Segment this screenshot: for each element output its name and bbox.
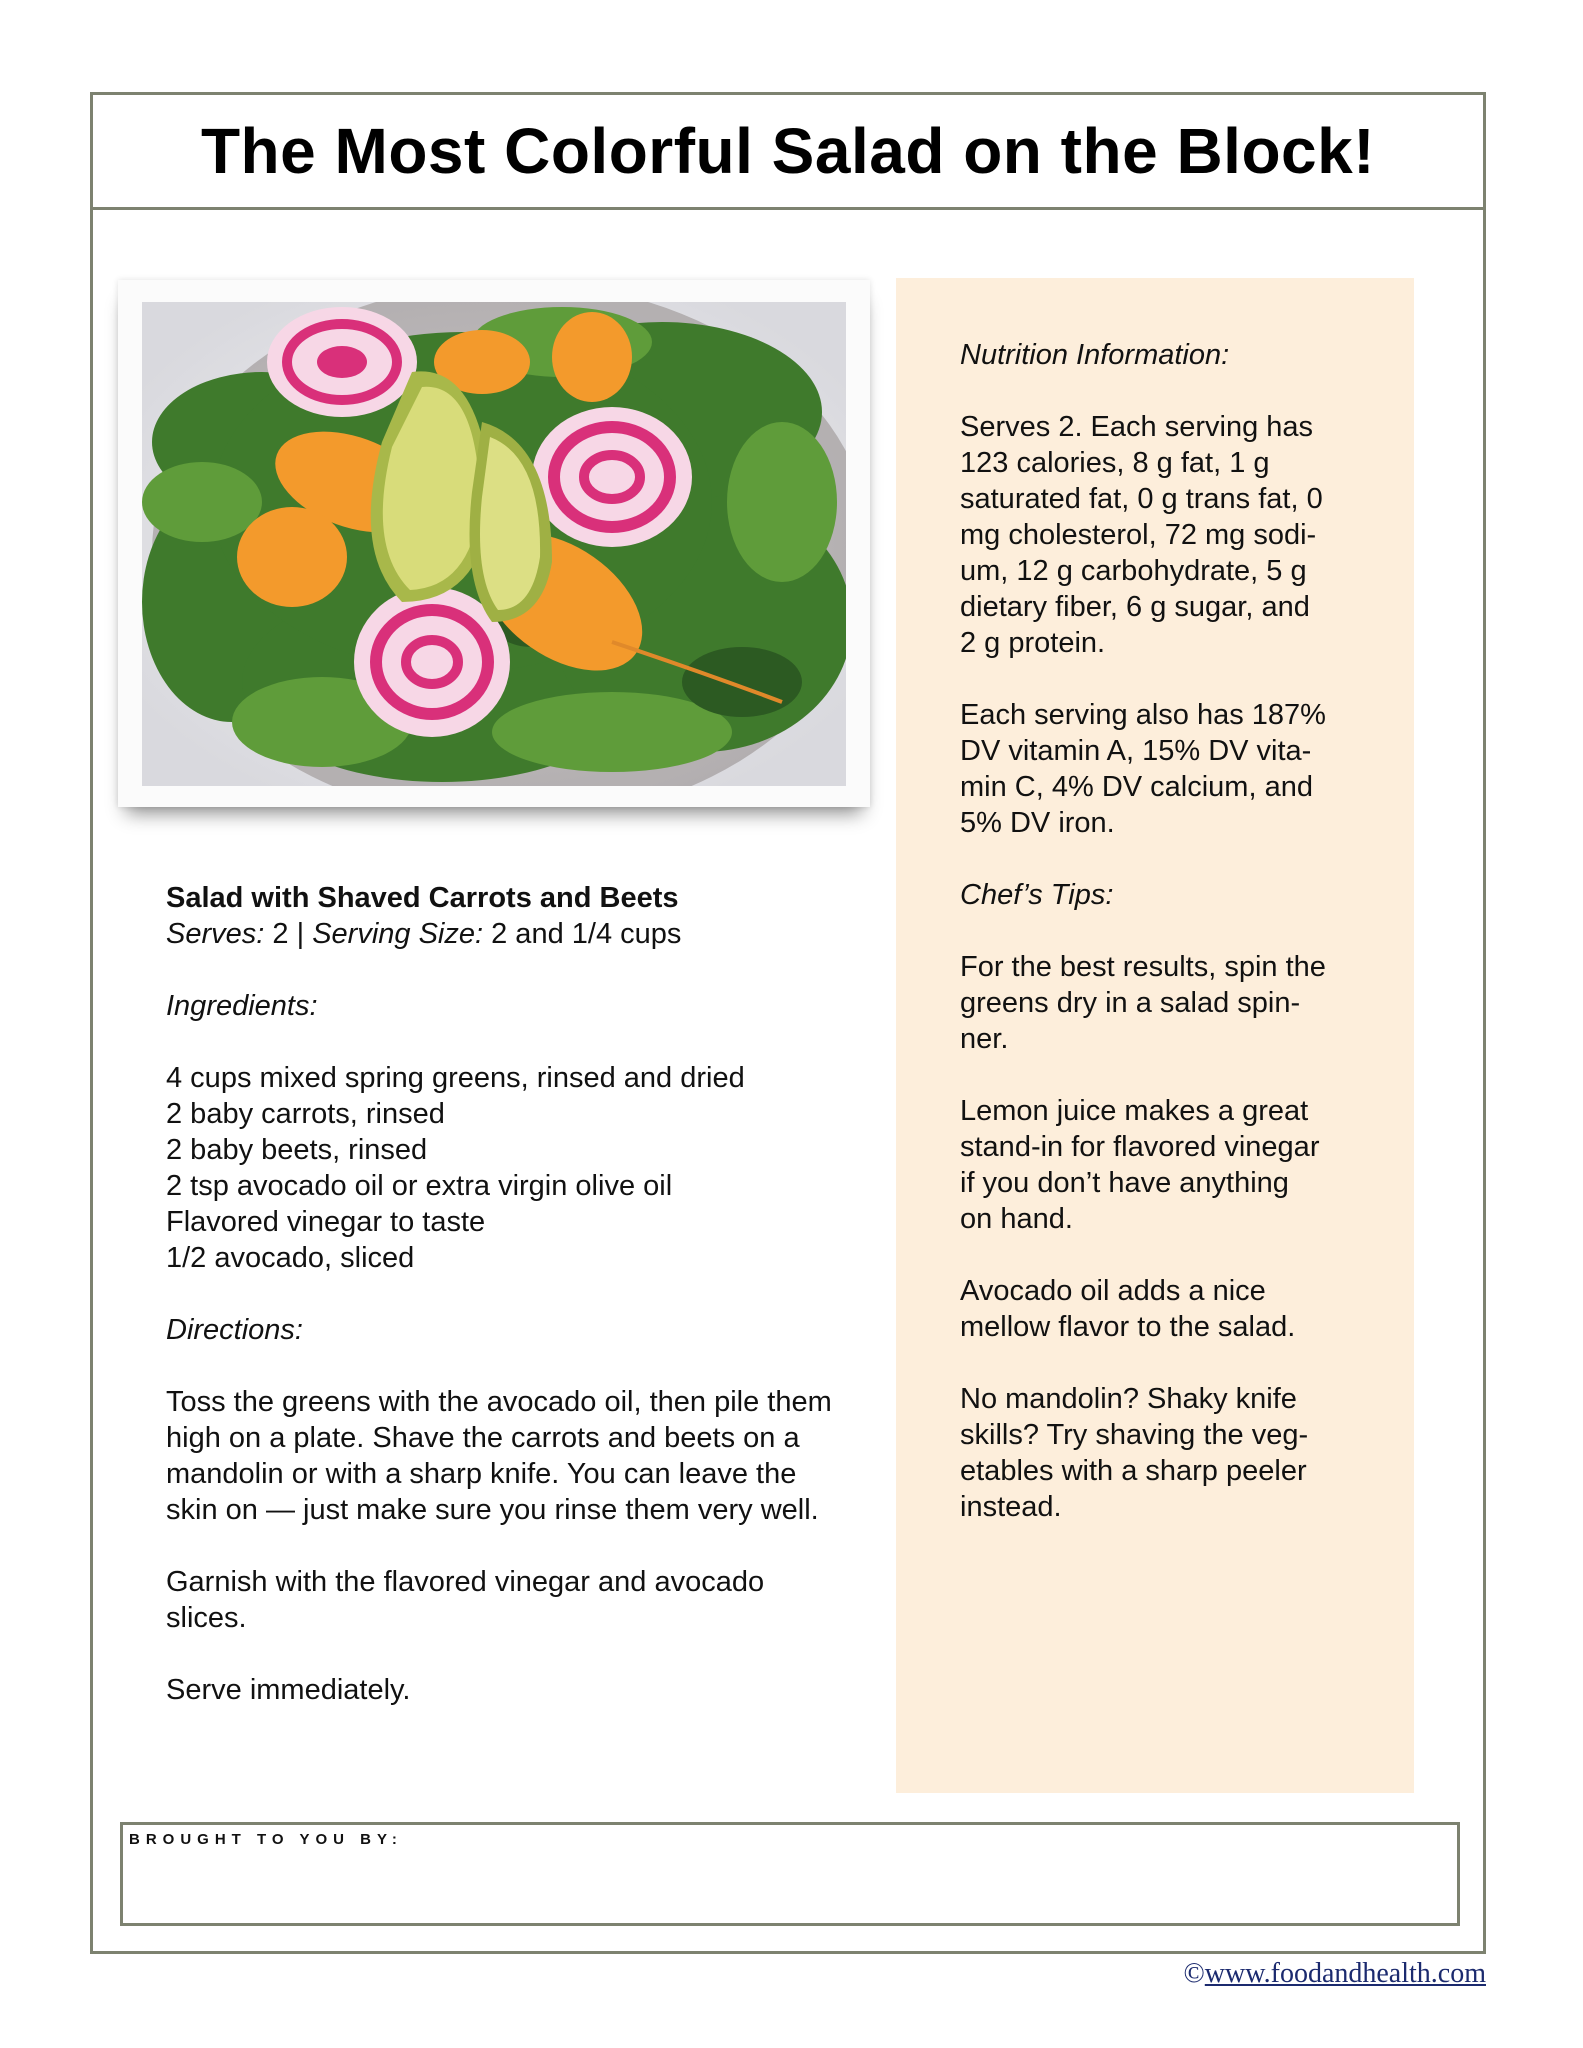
nutrition-line: 123 calories, 8 g fat, 1 g (960, 447, 1270, 479)
ingredient-item: 2 baby beets, rinsed (166, 1134, 428, 1166)
recipe-name: Salad with Shaved Carrots and Beets (166, 882, 679, 914)
nutrition-line: saturated fat, 0 g trans fat, 0 (960, 483, 1323, 515)
ingredient-item: Flavored vinegar to taste (166, 1206, 486, 1238)
salad-illustration (142, 302, 846, 786)
nutrition-line: dietary fiber, 6 g sugar, and (960, 591, 1310, 623)
directions-line: slices. (166, 1602, 247, 1634)
page-title: The Most Colorful Salad on the Block! (200, 115, 1376, 187)
brought-to-you-label: BROUGHT TO YOU BY: (129, 1831, 403, 1848)
salad-photo-card (118, 280, 870, 807)
ingredient-item: 1/2 avocado, sliced (166, 1242, 415, 1274)
tip-line: For the best results, spin the (960, 951, 1326, 983)
nutrition-heading: Nutrition Information: (960, 339, 1230, 371)
directions-line: mandolin or with a sharp knife. You can leave the (166, 1458, 797, 1490)
title-band (90, 92, 1486, 210)
tip-line: Avocado oil adds a nice (960, 1275, 1266, 1307)
tip-line: if you don’t have anything (960, 1167, 1289, 1199)
brought-to-you-box (120, 1822, 1460, 1926)
nutrition-line: 5% DV iron. (960, 807, 1115, 839)
tip-line: stand-in for flavored vinegar (960, 1131, 1320, 1163)
serving-size-label: Serving Size: (312, 918, 484, 950)
serves-label: Serves: (166, 918, 265, 950)
copyright-notice (1184, 1958, 1487, 1990)
nutrition-line: Each serving also has 187% (960, 699, 1326, 731)
nutrition-line: min C, 4% DV calcium, and (960, 771, 1313, 803)
directions-line: Serve immediately. (166, 1674, 411, 1706)
nutrition-line: Serves 2. Each serving has (960, 411, 1314, 443)
directions-line: Garnish with the flavored vinegar and avocado (166, 1566, 765, 1598)
serves-value: 2 (272, 918, 289, 950)
tip-line: on hand. (960, 1203, 1073, 1235)
directions-line: Toss the greens with the avocado oil, then pile them (166, 1386, 832, 1418)
nutrition-line: DV vitamin A, 15% DV vita- (960, 735, 1312, 767)
serving-separator: | (296, 918, 305, 950)
nutrition-line: um, 12 g carbohydrate, 5 g (960, 555, 1307, 587)
tip-line: greens dry in a salad spin- (960, 987, 1301, 1019)
tip-line: etables with a sharp peeler (960, 1455, 1307, 1487)
ingredients-heading: Ingredients: (166, 990, 318, 1022)
copyright-symbol: © (1183, 1958, 1205, 1989)
tip-line: skills? Try shaving the veg- (960, 1419, 1309, 1451)
nutrition-line: mg cholesterol, 72 mg sodi- (960, 519, 1317, 551)
directions-line: high on a plate. Shave the carrots and beets on a (166, 1422, 800, 1454)
salad-photo (142, 302, 846, 786)
tip-line: ner. (960, 1023, 1009, 1055)
ingredient-item: 2 tsp avocado oil or extra virgin olive oil (166, 1170, 673, 1202)
directions-line: skin on — just make sure you rinse them very well. (166, 1494, 819, 1526)
recipe-section (166, 880, 886, 1708)
chefs-tips-heading: Chef’s Tips: (960, 879, 1114, 911)
directions-heading: Directions: (166, 1314, 303, 1346)
sidebar-text (960, 337, 1380, 1525)
tip-line: No mandolin? Shaky knife (960, 1383, 1297, 1415)
serving-size-value: 2 and 1/4 cups (491, 918, 682, 950)
ingredient-item: 4 cups mixed spring greens, rinsed and dried (166, 1062, 745, 1094)
serving-info (166, 916, 886, 952)
website-link[interactable]: www.foodandhealth.com (1204, 1958, 1486, 1989)
tip-line: mellow flavor to the salad. (960, 1311, 1296, 1343)
tip-line: instead. (960, 1491, 1062, 1523)
nutrition-line: 2 g protein. (960, 627, 1106, 659)
ingredient-item: 2 baby carrots, rinsed (166, 1098, 445, 1130)
tip-line: Lemon juice makes a great (960, 1095, 1309, 1127)
